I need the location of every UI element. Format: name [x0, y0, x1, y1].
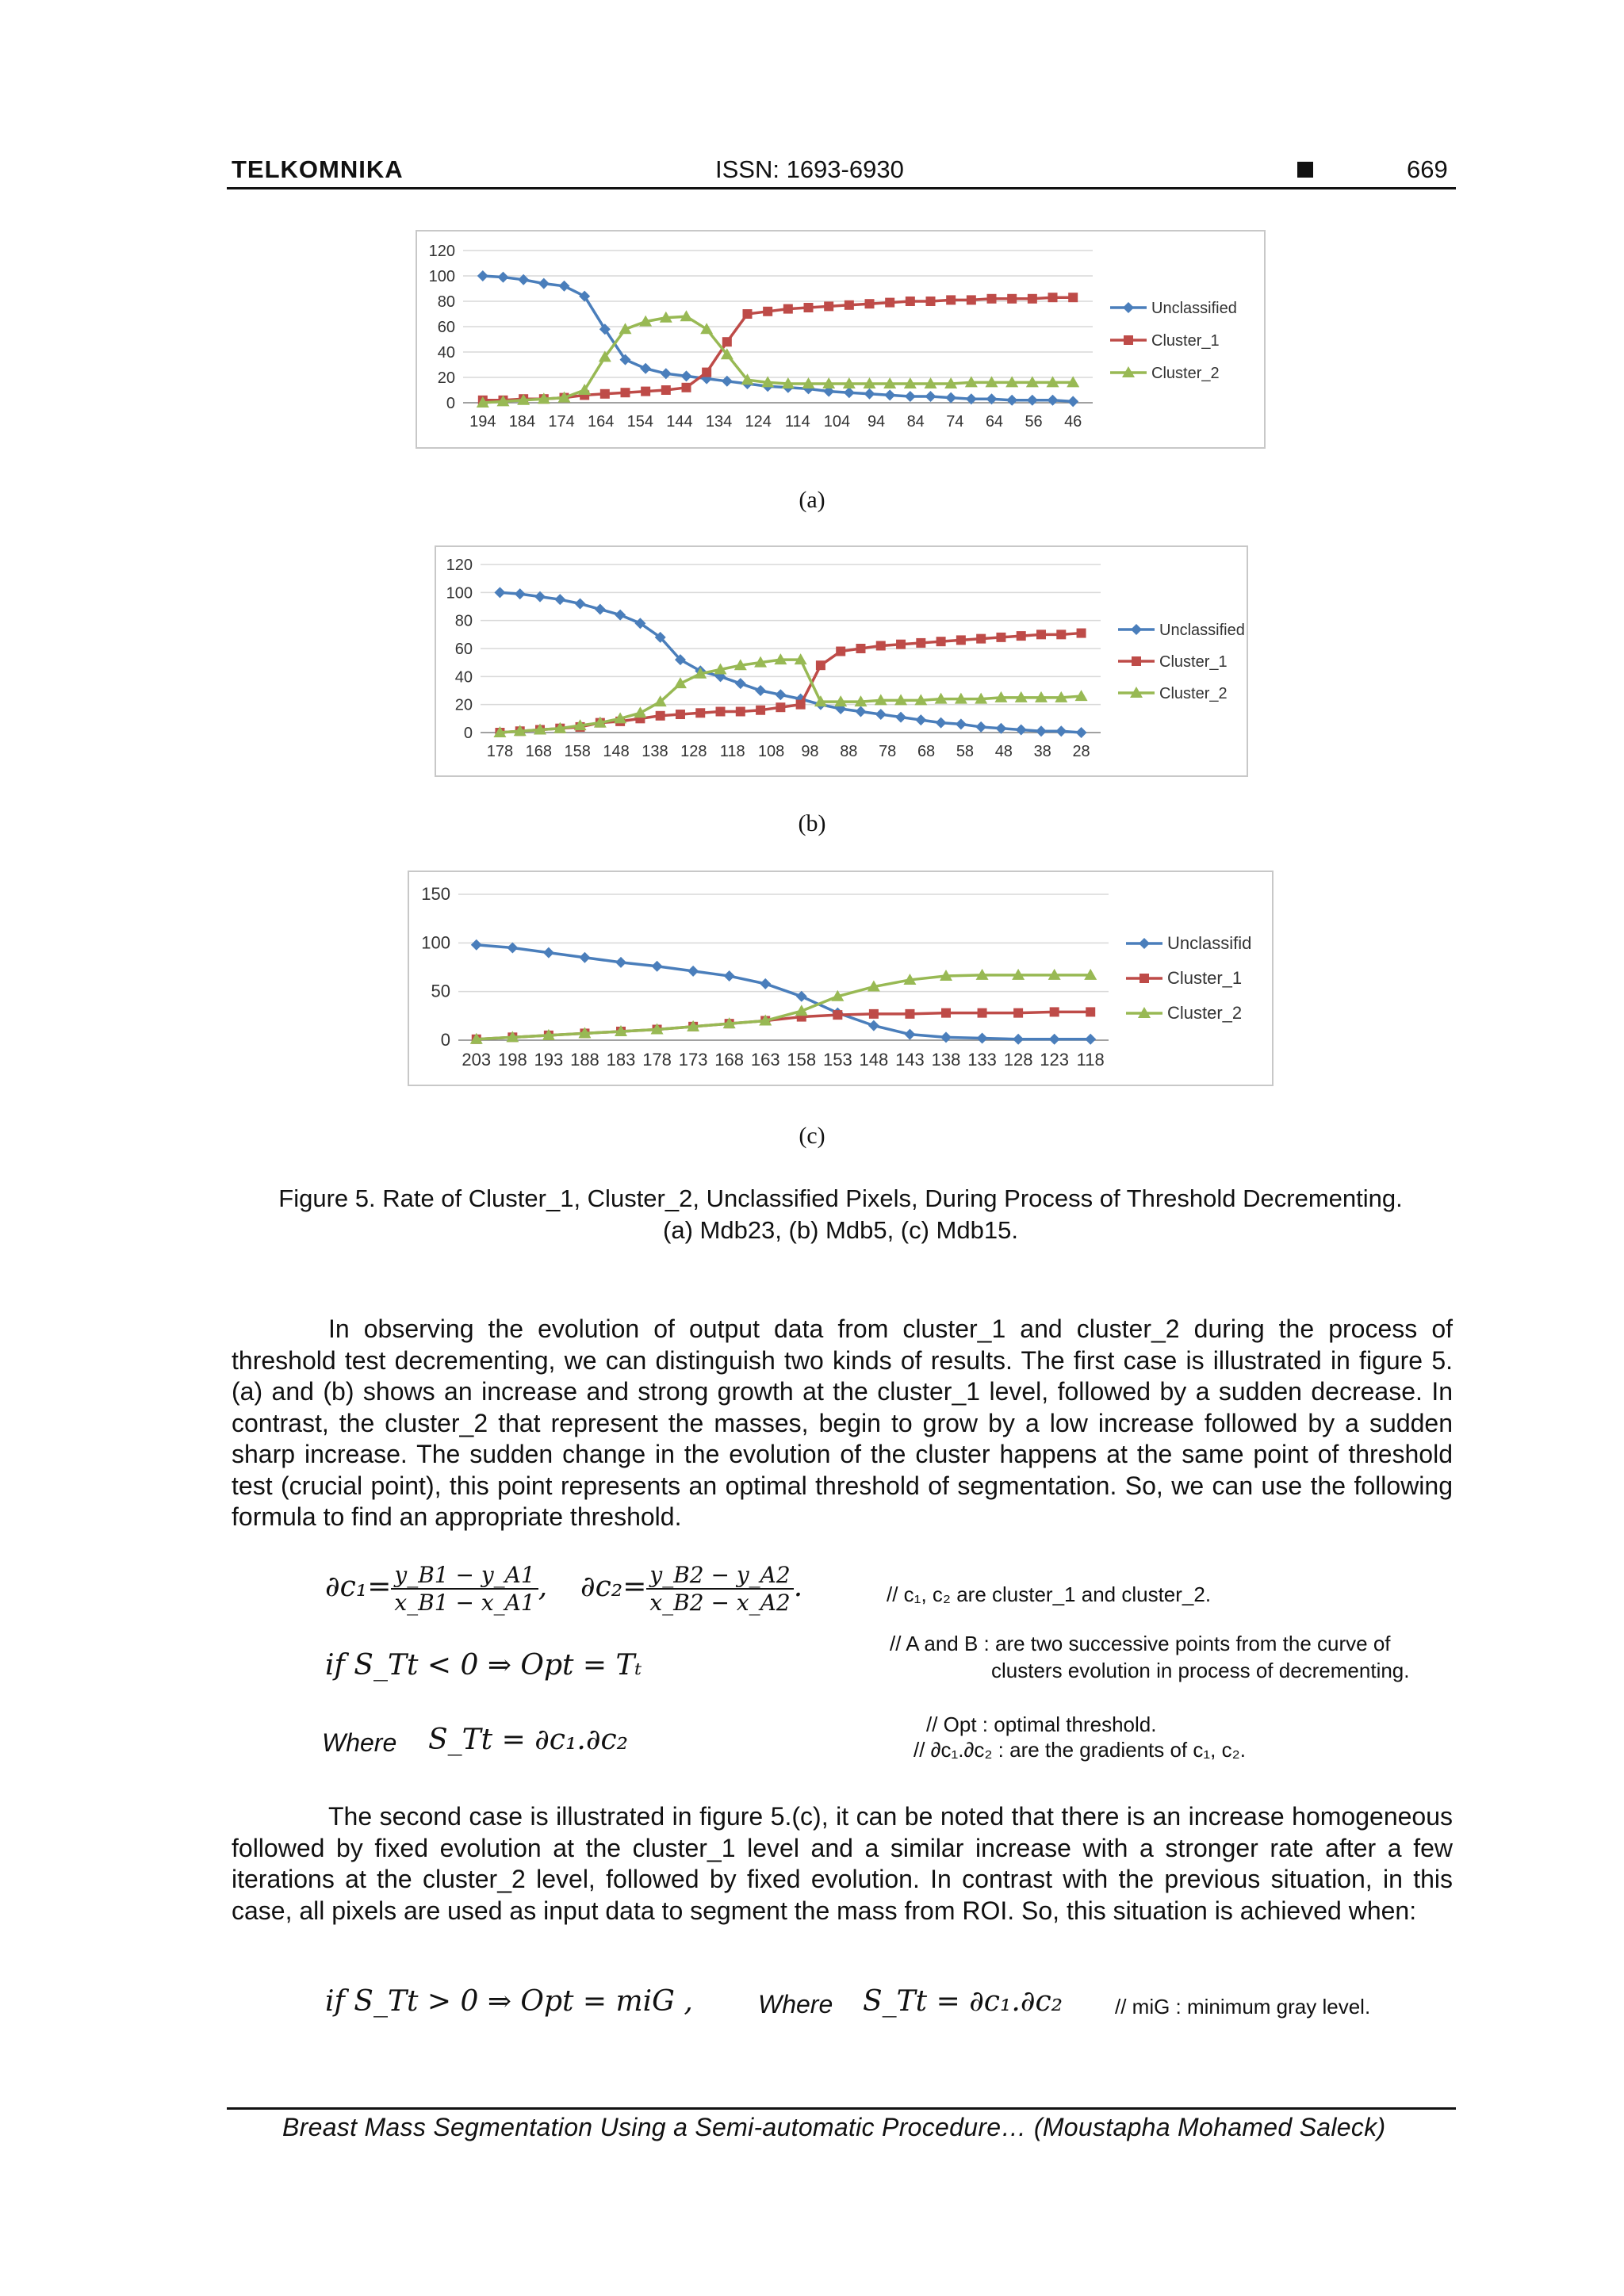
header-rule: [227, 187, 1456, 189]
data-point-cluster_1: [1077, 629, 1086, 638]
x-tick-label: 28: [1072, 743, 1090, 760]
formula2-where-word: Where: [758, 1990, 833, 2019]
data-point-cluster_1: [783, 304, 793, 314]
data-point-cluster_1: [978, 1008, 987, 1018]
x-tick-label: 153: [822, 1050, 852, 1070]
y-tick-label: 100: [421, 932, 450, 953]
comment-gradients: // ∂c₁.∂c₂ : are the gradients of c₁, c₂.: [914, 1738, 1246, 1762]
formula2-where-expr: S_Tt = ∂c₁.∂c₂: [863, 1985, 1063, 2018]
chart-c: [408, 871, 1274, 1086]
x-tick-label: 124: [745, 413, 772, 430]
x-tick-label: 194: [469, 413, 496, 430]
x-tick-label: 138: [931, 1050, 961, 1070]
formula-dc2-den: x_B2 − x_A2: [649, 1590, 791, 1616]
y-tick-label: 80: [437, 293, 455, 311]
y-tick-label: 100: [428, 268, 455, 285]
formula-where-word: Where: [322, 1728, 397, 1757]
data-point-cluster_1: [836, 647, 845, 656]
data-point-cluster_1: [1050, 1007, 1059, 1016]
caption-line-1: Figure 5. Rate of Cluster_1, Cluster_2, Unclassified Pixels, During Process of Threshold Decrementing.: [278, 1184, 1403, 1212]
x-tick-label: 198: [497, 1050, 527, 1070]
x-tick-label: 118: [719, 743, 745, 760]
x-tick-label: 148: [603, 743, 630, 760]
x-tick-label: 144: [666, 413, 693, 430]
y-tick-label: 20: [437, 369, 455, 387]
x-tick-label: 68: [917, 743, 936, 760]
y-tick-label: 0: [463, 725, 473, 742]
data-point-cluster_1: [856, 644, 865, 653]
data-point-cluster_1: [845, 300, 854, 310]
legend-label: Unclassified: [1151, 300, 1237, 317]
data-point-cluster_1: [722, 337, 732, 346]
x-tick-label: 38: [1033, 743, 1051, 760]
legend-label: Cluster_2: [1167, 1003, 1243, 1023]
x-tick-label: 108: [757, 743, 785, 760]
caption-line-2: (a) Mdb23, (b) Mdb5, (c) Mdb15.: [663, 1216, 1018, 1244]
journal-name: TELKOMNIKA: [232, 155, 404, 183]
data-point-cluster_1: [1086, 1007, 1095, 1016]
x-tick-label: 78: [879, 743, 897, 760]
data-point-cluster_1: [941, 1008, 951, 1018]
y-tick-label: 60: [437, 319, 455, 336]
data-point-cluster_1: [976, 634, 986, 644]
data-point-cluster_1: [869, 1009, 879, 1019]
legend-label: Cluster_2: [1151, 365, 1220, 382]
x-tick-label: 168: [714, 1050, 745, 1070]
legend-label: Cluster_1: [1167, 968, 1243, 988]
x-tick-label: 104: [823, 413, 851, 430]
data-point-cluster_1: [1007, 294, 1017, 304]
y-tick-label: 120: [446, 557, 473, 574]
data-point-cluster_1: [824, 301, 833, 311]
footer-rule: [227, 2107, 1456, 2110]
data-point-cluster_1: [661, 385, 671, 395]
y-tick-label: 80: [454, 612, 473, 630]
chart-a: [416, 230, 1266, 449]
x-tick-label: 173: [678, 1050, 708, 1070]
legend-label: Cluster_1: [1159, 653, 1228, 671]
data-point-cluster_1: [695, 708, 705, 718]
data-point-cluster_1: [763, 307, 772, 316]
x-tick-label: 178: [486, 743, 514, 760]
legend-marker: [1124, 335, 1133, 345]
x-tick-label: 174: [548, 413, 575, 430]
header-square-icon: [1297, 162, 1313, 178]
y-tick-label: 120: [428, 243, 455, 260]
data-point-cluster_1: [876, 641, 886, 650]
legend-label: Cluster_1: [1151, 332, 1220, 350]
data-point-cluster_1: [926, 297, 936, 306]
x-tick-label: 134: [705, 413, 733, 430]
x-tick-label: 128: [680, 743, 707, 760]
data-point-cluster_1: [956, 635, 966, 645]
x-tick-label: 203: [462, 1050, 492, 1070]
legend-label: Unclassified: [1159, 622, 1245, 639]
data-point-cluster_1: [641, 387, 650, 396]
running-footer: Breast Mass Segmentation Using a Semi-automatic Procedure… (Moustapha Mohamed Saleck): [282, 2113, 1386, 2141]
y-tick-label: 50: [431, 981, 450, 1001]
formula-where-expr: S_Tt = ∂c₁.∂c₂: [428, 1724, 629, 1756]
x-tick-label: 158: [564, 743, 591, 760]
x-tick-label: 84: [906, 413, 925, 430]
data-point-cluster_1: [936, 637, 946, 646]
x-tick-label: 138: [642, 743, 668, 760]
data-point-cluster_1: [681, 383, 691, 392]
legend-marker: [1132, 656, 1141, 666]
data-point-cluster_1: [967, 295, 976, 304]
data-point-cluster_1: [676, 710, 685, 719]
data-point-cluster_1: [600, 389, 610, 399]
x-tick-label: 64: [985, 413, 1004, 430]
comment-mig: // miG : minimum gray level.: [1115, 1995, 1371, 2019]
x-tick-label: 184: [508, 413, 536, 430]
x-tick-label: 118: [1076, 1050, 1105, 1070]
paragraph-2-text: The second case is illustrated in figure 5.(c), it can be noted that there is an increase homogeneous followed by fixed evolution at the cluster_1 level and a similar increase with a stronger rate after a few iterations at the cluster_2 level, followed by fixed evolution. In contrast with the previous situation, in this case, all pixels are used as input data to segment the mass from ROI. So, this situation is achieved when:: [232, 1802, 1453, 1925]
legend-label: Unclassifid: [1167, 933, 1252, 953]
x-tick-label: 94: [867, 413, 886, 430]
data-point-cluster_1: [742, 309, 752, 319]
data-point-cluster_1: [796, 700, 806, 710]
formula-dc1: ∂c₁= $\frac{y\_B1 - y\_A1}{x\_B1 - x\_A1}$ ,: [325, 1562, 548, 1616]
chart-b: [435, 545, 1248, 777]
data-point-cluster_1: [1028, 294, 1037, 304]
data-point-cluster_1: [896, 640, 906, 649]
x-tick-label: 48: [994, 743, 1013, 760]
comment-clusters: // c₁, c₂ are cluster_1 and cluster_2.: [887, 1582, 1212, 1606]
paragraph-2: [232, 1801, 1453, 1927]
y-tick-label: 150: [421, 884, 450, 904]
x-tick-label: 178: [642, 1050, 672, 1070]
data-point-cluster_1: [1068, 293, 1078, 302]
data-point-cluster_1: [1017, 631, 1026, 641]
data-point-cluster_1: [1056, 629, 1066, 639]
data-point-cluster_1: [656, 711, 665, 721]
data-point-cluster_1: [804, 303, 814, 312]
x-tick-label: 46: [1064, 413, 1082, 430]
y-tick-label: 20: [454, 696, 473, 714]
x-tick-label: 128: [1003, 1050, 1033, 1070]
x-tick-label: 58: [956, 743, 975, 760]
x-tick-label: 193: [534, 1050, 564, 1070]
x-tick-label: 154: [626, 413, 653, 430]
data-point-cluster_1: [946, 295, 956, 304]
legend-label: Cluster_2: [1159, 685, 1228, 702]
data-point-cluster_1: [987, 294, 997, 304]
x-tick-label: 98: [801, 743, 819, 760]
formula-dc2-num: y_B2 − y_A2: [646, 1562, 793, 1590]
formula2-if: if S_Tt > 0 ⇒ Opt = miG ,: [325, 1985, 693, 2018]
data-point-cluster_1: [885, 298, 894, 308]
x-tick-label: 188: [570, 1050, 599, 1070]
data-point-cluster_1: [906, 297, 915, 306]
formula-dc2: ∂c₂= $\frac{y\_B2 - y\_A2}{x\_B2 - x\_A2}$ .: [580, 1562, 803, 1616]
figure-caption: [159, 1183, 1522, 1246]
x-tick-label: 88: [840, 743, 858, 760]
data-point-cluster_1: [1036, 629, 1046, 639]
data-point-cluster_1: [916, 638, 925, 648]
x-tick-label: 168: [525, 743, 552, 760]
chart-b-svg: [435, 545, 1248, 777]
paragraph-1-text: In observing the evolution of output data from cluster_1 and cluster_2 during the process of threshold test decrementing, we can distinguish two kinds of results. The first case is illustrated in figure 5. (a) and (b) shows an increase and strong growth at the cluster_1 level, followed by a sudden decrease. In contrast, the cluster_2 that represent the masses, begin to grow by a low increase followed by a sudden sharp increase. The sudden change in the evolution of the cluster happens at the same point of threshold test (crucial point), this point represents an optimal threshold of segmentation. So, we can use the following formula to find an appropriate threshold.: [232, 1314, 1453, 1531]
x-tick-label: 133: [967, 1050, 997, 1070]
data-point-cluster_1: [1048, 293, 1058, 302]
data-point-cluster_1: [736, 707, 745, 717]
data-point-cluster_1: [716, 707, 726, 717]
y-tick-label: 0: [440, 1030, 450, 1050]
page-number: 669: [1407, 155, 1448, 183]
data-point-cluster_1: [702, 368, 711, 377]
x-tick-label: 56: [1025, 413, 1043, 430]
comment-points-a: // A and B : are two successive points from the curve of: [890, 1632, 1391, 1655]
comment-points-b: clusters evolution in process of decrementing.: [991, 1659, 1410, 1682]
subfigure-label-c: (c): [799, 1123, 825, 1149]
formula-dc1-lhs: ∂c₁=: [325, 1571, 392, 1603]
y-tick-label: 40: [454, 668, 473, 687]
formula-if: if S_Tt < 0 ⇒ Opt = Tₜ: [325, 1649, 642, 1682]
comment-opt: // Opt : optimal threshold.: [926, 1712, 1157, 1736]
y-tick-label: 0: [446, 395, 455, 412]
x-tick-label: 148: [859, 1050, 889, 1070]
x-tick-label: 143: [895, 1050, 925, 1070]
y-tick-label: 60: [454, 641, 473, 658]
y-tick-label: 40: [437, 344, 455, 362]
data-point-cluster_1: [905, 1009, 914, 1019]
x-tick-label: 164: [588, 413, 615, 430]
x-tick-label: 114: [784, 413, 810, 430]
x-tick-label: 163: [750, 1050, 780, 1070]
y-tick-label: 100: [446, 584, 473, 603]
data-point-cluster_1: [816, 660, 825, 670]
formula-dc1-den: x_B1 − x_A1: [394, 1590, 535, 1616]
formula-dc2-lhs: ∂c₂=: [580, 1571, 647, 1603]
data-point-cluster_1: [1013, 1008, 1023, 1018]
x-tick-label: 123: [1040, 1050, 1070, 1070]
x-tick-label: 158: [787, 1050, 817, 1070]
subfigure-label-b: (b): [798, 810, 826, 836]
issn: ISSN: 1693-6930: [715, 155, 904, 183]
data-point-cluster_1: [865, 299, 875, 308]
data-point-cluster_1: [776, 702, 785, 712]
x-tick-label: 74: [946, 413, 964, 430]
paragraph-1: [232, 1314, 1453, 1533]
data-point-cluster_1: [756, 706, 765, 715]
legend-marker: [1139, 974, 1149, 983]
chart-a-svg: [416, 230, 1266, 449]
data-point-cluster_1: [833, 1010, 842, 1020]
chart-c-svg: [408, 871, 1274, 1086]
data-point-cluster_1: [620, 388, 630, 397]
x-tick-label: 183: [606, 1050, 636, 1070]
data-point-cluster_1: [996, 633, 1005, 642]
formula-dc1-num: y_B1 − y_A1: [391, 1562, 538, 1590]
subfigure-label-a: (a): [799, 487, 825, 513]
